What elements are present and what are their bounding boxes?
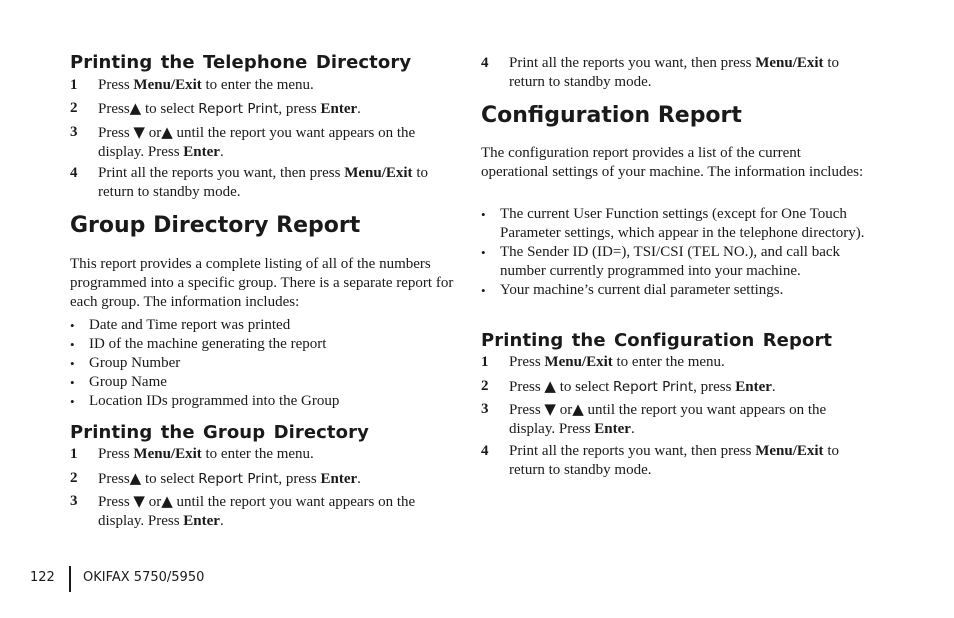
step-number: 2 xyxy=(70,100,78,116)
step-4 xyxy=(481,442,871,480)
step-number: 4 xyxy=(70,165,78,181)
step-number: 2 xyxy=(70,470,78,486)
list-item: • Group Number xyxy=(70,354,455,373)
step-text: Print all the reports you want, then press Menu/Exit to return to standby mode. xyxy=(509,55,839,90)
up-arrow-icon: ▲ xyxy=(572,400,584,418)
page-number: 122 xyxy=(30,570,55,585)
down-arrow-icon: ▼ xyxy=(544,400,556,418)
step-text: Press ▼ or▲ until the report you want appears on the display. Press Enter. xyxy=(98,123,416,160)
step-text: Print all the reports you want, then press Menu/Exit to return to standby mode. xyxy=(509,443,839,478)
step-text: Press▲ to select Report Print, press Enter. xyxy=(98,469,361,487)
up-arrow-icon: ▲ xyxy=(544,377,556,395)
up-arrow-icon: ▲ xyxy=(129,469,142,487)
list-item: • Your machine’s current dial parameter settings. xyxy=(481,281,871,300)
step-text: Press ▲ to select Report Print, press Enter. xyxy=(509,377,776,395)
ui-label: Report Print xyxy=(198,101,279,117)
step-number: 3 xyxy=(70,124,78,140)
up-arrow-icon: ▲ xyxy=(161,492,173,510)
step-2 xyxy=(70,99,455,119)
up-arrow-icon: ▲ xyxy=(161,123,173,141)
bullet-list xyxy=(70,316,455,411)
step-1 xyxy=(70,76,455,95)
footer-title: OKIFAX 5750/5950 xyxy=(83,570,205,585)
step-3 xyxy=(70,492,455,531)
step-text: Press ▼ or▲ until the report you want appears on the display. Press Enter. xyxy=(98,492,416,529)
heading-group-directory-report: Group Directory Report xyxy=(70,213,361,238)
ui-label: Report Print xyxy=(613,379,694,395)
step-4 xyxy=(481,54,871,92)
heading-printing-telephone-directory: Printing the Telephone Directory xyxy=(70,52,412,73)
list-item: • Group Name xyxy=(70,373,455,392)
step-number: 3 xyxy=(481,401,489,417)
heading-printing-group-directory: Printing the Group Directory xyxy=(70,422,369,443)
step-number: 4 xyxy=(481,55,489,71)
list-item: • The current User Function settings (except for One Touch Parameter settings, which appear in the telephone directory). xyxy=(481,205,871,243)
footer-divider xyxy=(69,566,71,592)
step-number: 3 xyxy=(70,493,78,509)
step-2 xyxy=(481,377,871,397)
step-text: Press Menu/Exit to enter the menu. xyxy=(509,354,725,370)
step-3 xyxy=(481,400,871,439)
list-item: • Location IDs programmed into the Group xyxy=(70,392,455,411)
down-arrow-icon: ▼ xyxy=(133,123,145,141)
step-3 xyxy=(70,123,455,162)
step-text: Press▲ to select Report Print, press Enter. xyxy=(98,99,361,117)
ui-label: Report Print xyxy=(198,471,279,487)
step-4 xyxy=(70,164,455,202)
step-1 xyxy=(70,445,455,464)
step-text: Press Menu/Exit to enter the menu. xyxy=(98,77,314,93)
step-number: 2 xyxy=(481,378,489,394)
down-arrow-icon: ▼ xyxy=(133,492,145,510)
step-number: 4 xyxy=(481,443,489,459)
step-number: 1 xyxy=(70,446,78,462)
up-arrow-icon: ▲ xyxy=(129,99,142,117)
list-item: • The Sender ID (ID=), TSI/CSI (TEL NO.), and call back number currently programmed into your machine. xyxy=(481,243,871,281)
list-item: • ID of the machine generating the report xyxy=(70,335,455,354)
step-1 xyxy=(481,353,871,372)
step-number: 1 xyxy=(70,77,78,93)
heading-configuration-report: Configuration Report xyxy=(481,103,742,128)
step-text: Print all the reports you want, then press Menu/Exit to return to standby mode. xyxy=(98,165,428,200)
paragraph: This report provides a complete listing of all of the numbers programmed into a specific group. There is a separate report for each group. The information includes: xyxy=(70,256,454,310)
step-number: 1 xyxy=(481,354,489,370)
step-2 xyxy=(70,469,455,489)
step-text: Press Menu/Exit to enter the menu. xyxy=(98,446,314,462)
step-text: Press ▼ or▲ until the report you want appears on the display. Press Enter. xyxy=(509,400,827,437)
heading-printing-configuration-report: Printing the Configuration Report xyxy=(481,330,833,351)
list-item: • Date and Time report was printed xyxy=(70,316,455,335)
paragraph: The configuration report provides a list of the current operational settings of your machine. The information includes: xyxy=(481,145,864,180)
bullet-list xyxy=(481,205,871,300)
